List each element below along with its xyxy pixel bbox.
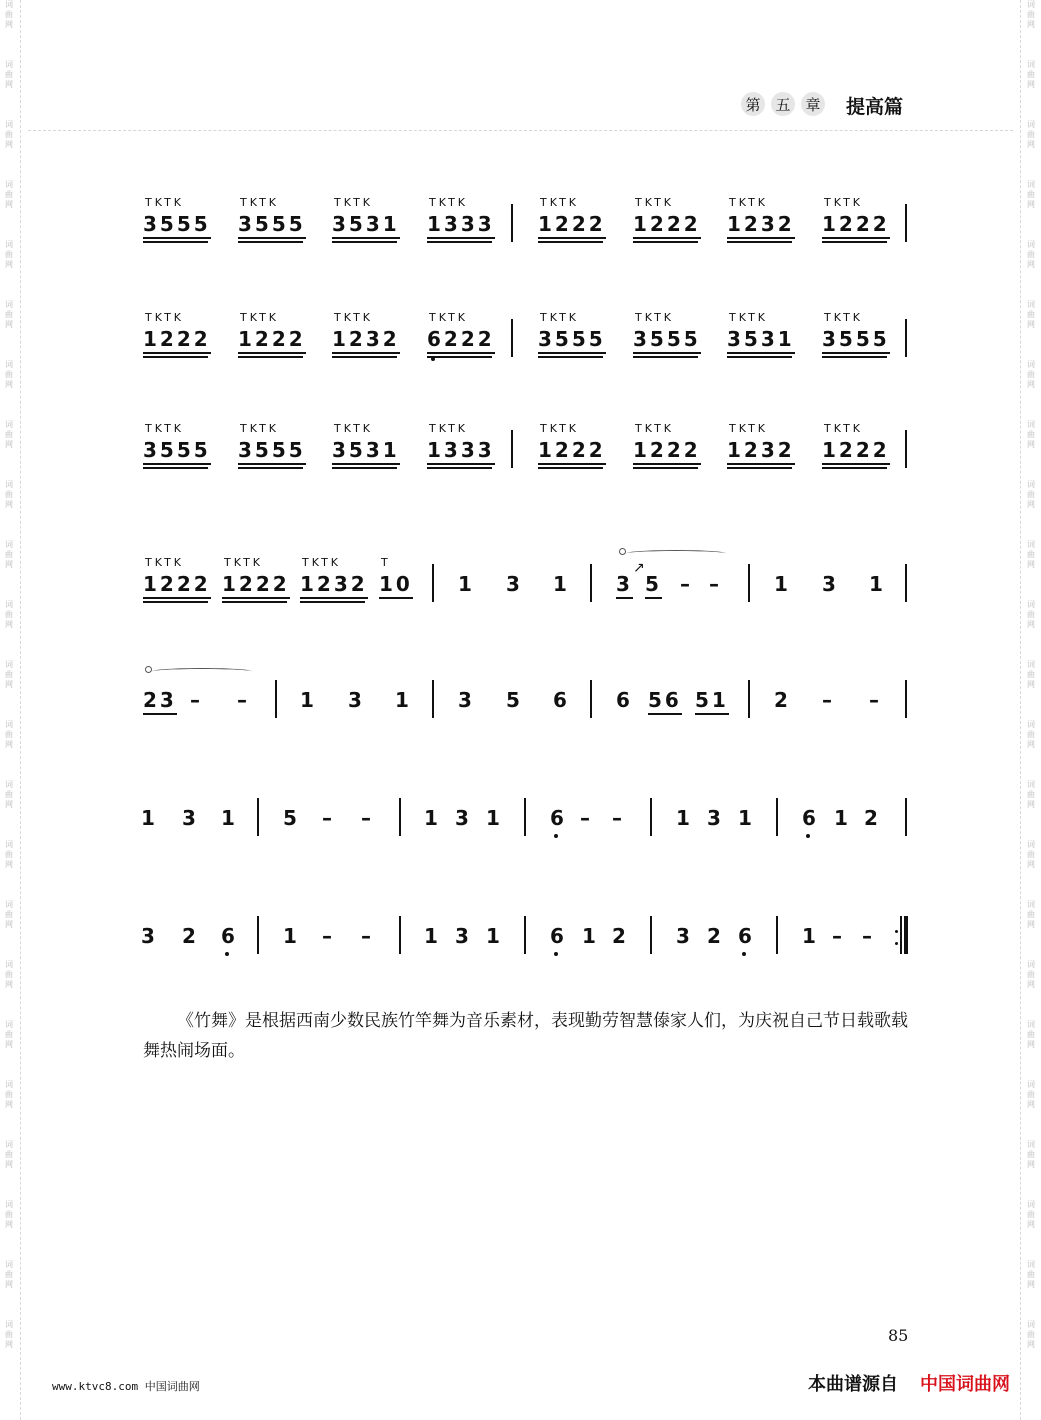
dash: – bbox=[580, 806, 593, 830]
watermark-stamp: 词 曲 网 bbox=[1027, 480, 1035, 509]
low-octave-dot bbox=[225, 952, 229, 956]
watermark-stamp: 词 曲 网 bbox=[5, 900, 13, 929]
watermark-stamp: 词 曲 网 bbox=[1027, 660, 1035, 689]
note: 1 bbox=[869, 572, 886, 596]
note: 3 bbox=[616, 572, 633, 599]
watermark-stamp: 词 曲 网 bbox=[5, 120, 13, 149]
header-divider bbox=[28, 130, 1013, 131]
note: 1 bbox=[774, 572, 791, 596]
note: 1 bbox=[221, 806, 238, 830]
watermark-stamp: 词 曲 网 bbox=[5, 1020, 13, 1049]
low-octave-dot bbox=[806, 834, 810, 838]
bar-line bbox=[275, 680, 277, 718]
watermark-stamp: 词 曲 网 bbox=[5, 360, 13, 389]
note: 1 bbox=[283, 924, 300, 948]
note-group: TKTK 3555 bbox=[238, 196, 306, 239]
note-group: TKTK 1222 bbox=[538, 422, 606, 465]
watermark-stamp: 词 曲 网 bbox=[5, 540, 13, 569]
watermark-stamp: 词 曲 网 bbox=[1027, 540, 1035, 569]
bar-line bbox=[511, 430, 513, 468]
watermark-stamp: 词 曲 网 bbox=[5, 1200, 13, 1229]
note: 1 bbox=[676, 806, 693, 830]
bar-line bbox=[432, 564, 434, 602]
note-group: TKTK 1232 bbox=[727, 422, 795, 465]
watermark-stamp: 词 曲 网 bbox=[1027, 840, 1035, 869]
note: 3 bbox=[506, 572, 523, 596]
note: 5 bbox=[506, 688, 523, 712]
note-group: TKTK 1222 bbox=[822, 422, 890, 465]
watermark-stamp: 词 曲 网 bbox=[1027, 900, 1035, 929]
bar-line bbox=[524, 798, 526, 836]
note-group: TKTK 1222 bbox=[822, 196, 890, 239]
note-group: TKTK 3555 bbox=[822, 311, 890, 354]
chapter-title: 提高篇 bbox=[846, 96, 904, 118]
bar-line bbox=[590, 564, 592, 602]
note: 6 bbox=[553, 688, 570, 712]
note-group: TKTK 1333 bbox=[427, 196, 495, 239]
bar-line bbox=[776, 916, 778, 954]
footer-site-url[interactable]: www.ktvc8.com 中国词曲网 bbox=[52, 1380, 200, 1393]
right-watermark bbox=[1024, 0, 1038, 1420]
note-group: TKTK 3531 bbox=[332, 196, 400, 239]
watermark-stamp: 词 曲 网 bbox=[1027, 1200, 1035, 1229]
end-bar-thick bbox=[904, 916, 908, 954]
dash: – bbox=[612, 806, 625, 830]
note: 3 bbox=[458, 688, 475, 712]
note: 1 bbox=[141, 806, 158, 830]
tie-start-mark bbox=[145, 666, 152, 673]
repeat-dot bbox=[895, 930, 898, 933]
bar-line bbox=[905, 798, 907, 836]
watermark-stamp: 词 曲 网 bbox=[1027, 780, 1035, 809]
note-group: TKTK 1222 bbox=[143, 311, 211, 354]
bar-line bbox=[905, 680, 907, 718]
watermark-stamp: 词 曲 网 bbox=[5, 420, 13, 449]
note: 3 bbox=[141, 924, 158, 948]
slide-mark: ↗ bbox=[633, 560, 645, 576]
note: 6 bbox=[616, 688, 633, 712]
bar-line bbox=[257, 916, 259, 954]
note: 1 bbox=[802, 924, 819, 948]
chapter-char: 五 bbox=[771, 92, 795, 116]
watermark-stamp: 词 曲 网 bbox=[5, 0, 13, 29]
note-group: TKTK 1232 bbox=[332, 311, 400, 354]
chapter-badge bbox=[741, 92, 825, 116]
dash: – bbox=[869, 688, 882, 712]
watermark-stamp: 词 曲 网 bbox=[5, 480, 13, 509]
watermark-stamp: 词 曲 网 bbox=[5, 840, 13, 869]
note: 3 bbox=[348, 688, 365, 712]
watermark-stamp: 词 曲 网 bbox=[1027, 420, 1035, 449]
watermark-stamp: 词 曲 网 bbox=[1027, 1140, 1035, 1169]
dash: – bbox=[322, 924, 335, 948]
dash: – bbox=[709, 572, 722, 596]
low-octave-dot bbox=[554, 952, 558, 956]
note: 1 bbox=[458, 572, 475, 596]
bar-line bbox=[399, 916, 401, 954]
watermark-stamp: 词 曲 网 bbox=[5, 720, 13, 749]
description-text: 《竹舞》是根据西南少数民族竹竿舞为音乐素材，表现勤劳智慧傣家人们，为庆祝自己节日载歌载舞热闹场面。 bbox=[143, 1011, 908, 1061]
note: 3 bbox=[822, 572, 839, 596]
note-group: TKTK 6222 bbox=[427, 311, 495, 354]
bar-line bbox=[399, 798, 401, 836]
note: 2 bbox=[774, 688, 791, 712]
footer-source-site[interactable]: 中国词曲网 bbox=[920, 1374, 1010, 1395]
watermark-stamp: 词 曲 网 bbox=[1027, 1080, 1035, 1109]
low-octave-dot bbox=[554, 834, 558, 838]
note: 1 bbox=[300, 688, 317, 712]
watermark-stamp: 词 曲 网 bbox=[1027, 360, 1035, 389]
watermark-stamp: 词 曲 网 bbox=[1027, 1260, 1035, 1289]
note-group: T 10 bbox=[379, 556, 413, 599]
bar-line bbox=[524, 916, 526, 954]
note: 3 bbox=[455, 806, 472, 830]
watermark-stamp: 词 曲 网 bbox=[1027, 600, 1035, 629]
footer-source-label: 本曲谱源自 bbox=[808, 1374, 898, 1395]
note: 5 bbox=[645, 572, 662, 599]
watermark-stamp: 词 曲 网 bbox=[5, 240, 13, 269]
note: 5 bbox=[283, 806, 300, 830]
bar-line bbox=[257, 798, 259, 836]
bar-line bbox=[905, 564, 907, 602]
bar-line bbox=[650, 798, 652, 836]
note: 6 bbox=[550, 924, 567, 948]
note: 3 bbox=[676, 924, 693, 948]
note: 1 bbox=[582, 924, 599, 948]
low-octave-dot bbox=[742, 952, 746, 956]
note-group: TKTK 3555 bbox=[633, 311, 701, 354]
note: 1 bbox=[424, 924, 441, 948]
note-group: TKTK 3555 bbox=[143, 422, 211, 465]
note-group: TKTK 3555 bbox=[143, 196, 211, 239]
bar-line bbox=[511, 204, 513, 242]
footer-source bbox=[808, 1370, 1010, 1396]
watermark-stamp: 词 曲 网 bbox=[5, 780, 13, 809]
note: 6 bbox=[550, 806, 567, 830]
page-number: 85 bbox=[888, 1326, 909, 1345]
watermark-stamp: 词 曲 网 bbox=[1027, 0, 1035, 29]
note-group: TKTK 1222 bbox=[238, 311, 306, 354]
bar-line bbox=[905, 430, 907, 468]
dash: – bbox=[322, 806, 335, 830]
dash: – bbox=[680, 572, 693, 596]
watermark-stamp: 词 曲 网 bbox=[5, 660, 13, 689]
dash: – bbox=[190, 688, 203, 712]
note: 6 bbox=[221, 924, 238, 948]
watermark-stamp: 词 曲 网 bbox=[1027, 180, 1035, 209]
bar-line bbox=[748, 564, 750, 602]
note: 1 bbox=[424, 806, 441, 830]
note: 1 bbox=[486, 924, 503, 948]
watermark-stamp: 词 曲 网 bbox=[5, 960, 13, 989]
bar-line bbox=[748, 680, 750, 718]
note: 1 bbox=[834, 806, 851, 830]
note: 51 bbox=[695, 688, 729, 715]
note: 2 bbox=[864, 806, 881, 830]
watermark-stamp: 词 曲 网 bbox=[1027, 300, 1035, 329]
watermark-stamp: 词 曲 网 bbox=[1027, 1020, 1035, 1049]
watermark-stamp: 词 曲 网 bbox=[1027, 1320, 1035, 1349]
watermark-stamp: 词 曲 网 bbox=[5, 300, 13, 329]
bar-line bbox=[905, 319, 907, 357]
watermark-stamp: 词 曲 网 bbox=[1027, 960, 1035, 989]
dash: – bbox=[361, 924, 374, 948]
end-bar-thin bbox=[900, 916, 902, 954]
note: 1 bbox=[395, 688, 412, 712]
note: 6 bbox=[802, 806, 819, 830]
repeat-dot bbox=[895, 942, 898, 945]
note-group: TKTK 1333 bbox=[427, 422, 495, 465]
note-group: TKTK 1222 bbox=[222, 556, 290, 599]
note-group: TKTK 1232 bbox=[300, 556, 368, 599]
watermark-stamp: 词 曲 网 bbox=[1027, 720, 1035, 749]
bar-line bbox=[905, 204, 907, 242]
bar-line bbox=[590, 680, 592, 718]
trill-line bbox=[152, 668, 252, 675]
note: 1 bbox=[486, 806, 503, 830]
note-group: TKTK 1222 bbox=[143, 556, 211, 599]
watermark-stamp: 词 曲 网 bbox=[5, 1080, 13, 1109]
bar-line bbox=[776, 798, 778, 836]
note: 2 bbox=[707, 924, 724, 948]
right-margin-line bbox=[1020, 0, 1021, 1420]
bar-line bbox=[432, 680, 434, 718]
note: 3 bbox=[182, 806, 199, 830]
dash: – bbox=[361, 806, 374, 830]
note-group: TKTK 1232 bbox=[727, 196, 795, 239]
watermark-stamp: 词 曲 网 bbox=[1027, 240, 1035, 269]
dash: – bbox=[832, 924, 845, 948]
note-group: TKTK 3531 bbox=[727, 311, 795, 354]
low-octave-dot bbox=[431, 357, 435, 361]
note: 56 bbox=[648, 688, 682, 715]
watermark-stamp: 词 曲 网 bbox=[5, 600, 13, 629]
watermark-stamp: 词 曲 网 bbox=[5, 1320, 13, 1349]
bar-line bbox=[511, 319, 513, 357]
note: 2 bbox=[182, 924, 199, 948]
note: 1 bbox=[738, 806, 755, 830]
dash: – bbox=[822, 688, 835, 712]
note-group: TKTK 1222 bbox=[633, 422, 701, 465]
chapter-char: 章 bbox=[801, 92, 825, 116]
left-watermark bbox=[2, 0, 16, 1420]
watermark-stamp: 词 曲 网 bbox=[5, 1140, 13, 1169]
note: 3 bbox=[455, 924, 472, 948]
note-group: TKTK 3555 bbox=[238, 422, 306, 465]
tie-start-mark bbox=[619, 548, 626, 555]
note-group: TKTK 3531 bbox=[332, 422, 400, 465]
note: 23 bbox=[143, 688, 177, 715]
trill-line bbox=[626, 550, 726, 557]
watermark-stamp: 词 曲 网 bbox=[5, 60, 13, 89]
note: 2 bbox=[612, 924, 629, 948]
dash: – bbox=[237, 688, 250, 712]
watermark-stamp: 词 曲 网 bbox=[1027, 120, 1035, 149]
watermark-stamp: 词 曲 网 bbox=[5, 1260, 13, 1289]
watermark-stamp: 词 曲 网 bbox=[1027, 60, 1035, 89]
note-group: TKTK 1222 bbox=[633, 196, 701, 239]
note-group: TKTK 1222 bbox=[538, 196, 606, 239]
left-margin-line bbox=[20, 0, 21, 1420]
note: 1 bbox=[553, 572, 570, 596]
note-group: TKTK 3555 bbox=[538, 311, 606, 354]
chapter-char: 第 bbox=[741, 92, 765, 116]
dash: – bbox=[862, 924, 875, 948]
note: 6 bbox=[738, 924, 755, 948]
bar-line bbox=[650, 916, 652, 954]
watermark-stamp: 词 曲 网 bbox=[5, 180, 13, 209]
note: 3 bbox=[707, 806, 724, 830]
